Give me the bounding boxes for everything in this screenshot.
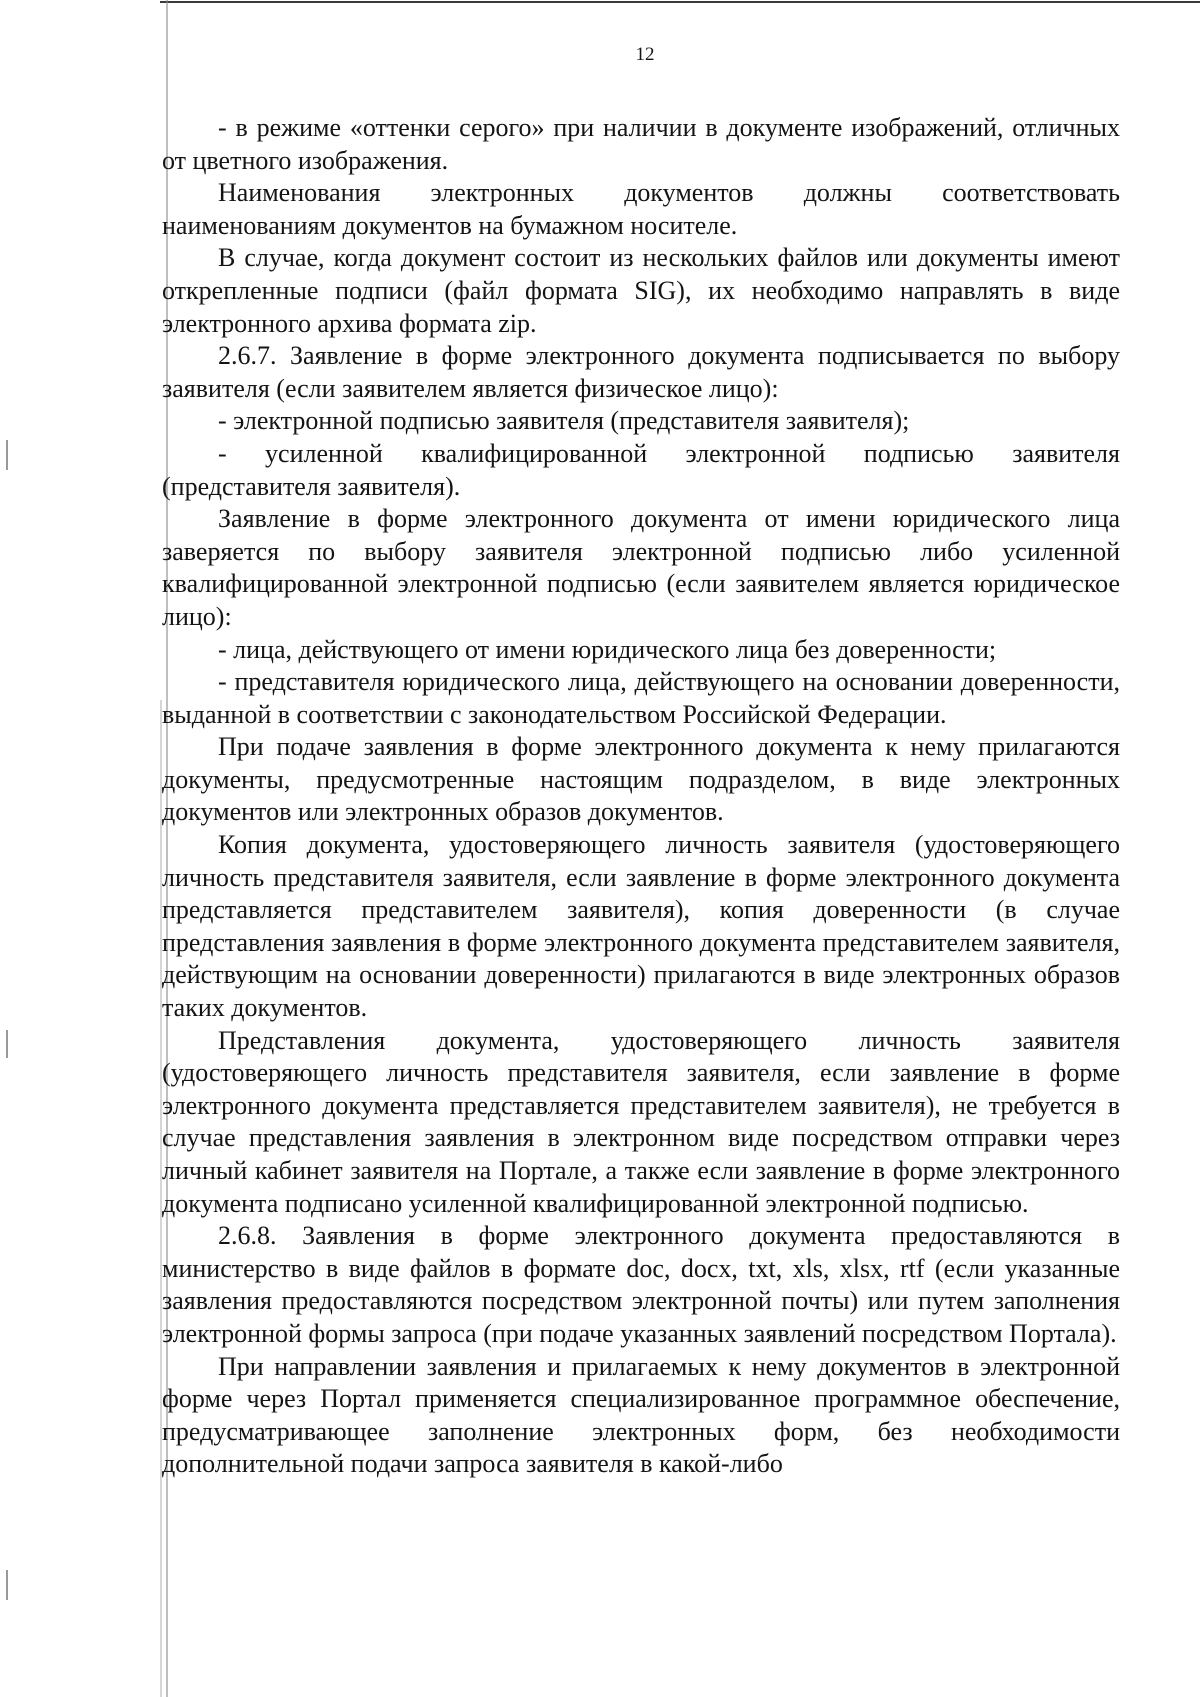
paragraph: Наименования электронных документов должны соответствовать наименованиям документов на бумажном носителе. [162, 178, 1120, 240]
paragraph: - электронной подписью заявителя (представителя заявителя); [218, 406, 910, 436]
paragraph: Копия документа, удостоверяющего личность заявителя (удостоверяющего личность представителя заявителя, если заявление в форме электронного документа представляется представителем заявителя), копия доверенности (в случае представления заявления в форме электронного документа представителем заявителя, действующим на основании доверенности) прилагаются в виде электронных образов таких документов. [162, 830, 1120, 1023]
paragraph: Заявление в форме электронного документа от имени юридического лица заверяется по выбору заявителя электронной подписью либо усиленной квалифицированной электронной подписью (если заявителем является юридическое лицо): [162, 504, 1120, 631]
document-body [162, 112, 1120, 1481]
paragraph: - в режиме «оттенки серого» при наличии в документе изображений, отличных от цветного изображения. [162, 113, 1120, 175]
scan-artifact [6, 1570, 8, 1600]
paragraph: - лица, действующего от имени юридического лица без доверенности; [218, 634, 997, 664]
scan-top-edge [160, 1, 1200, 3]
scan-artifact [6, 440, 8, 470]
paragraph: 2.6.8. Заявления в форме электронного документа предоставляются в министерство в виде файлов в формате doc, docx, txt, xls, xlsx, rtf (если указанные заявления предоставляются посредством электронной почты) или путем заполнения электронной формы запроса (при подаче указанных заявлений посредством Портала). [162, 1221, 1120, 1348]
paragraph: При подаче заявления в форме электронного документа к нему прилагаются документы, предусмотренные настоящим подразделом, в виде электронных документов или электронных образов документов. [162, 732, 1120, 827]
paragraph: В случае, когда документ состоит из нескольких файлов или документы имеют открепленные подписи (файл формата SIG), их необходимо направлять в виде электронного архива формата zip. [162, 243, 1120, 338]
paragraph: - усиленной квалифицированной электронной подписью заявителя (представителя заявителя). [162, 438, 1120, 501]
paragraph: При направлении заявления и прилагаемых к нему документов в электронной форме через Портал применяется специализированное программное обеспечение, предусматривающее заполнение электронных форм, без необходимости дополнительной подачи запроса заявителя в какой-либо [162, 1351, 1120, 1479]
paragraph: Представления документа, удостоверяющего личность заявителя (удостоверяющего личность представителя заявителя, если заявление в форме электронного документа представляется представителем заявителя), не требуется в случае представления заявления в электронном виде посредством отправки через личный кабинет заявителя на Портале, а также если заявление в форме электронного документа подписано усиленной квалифицированной электронной подписью. [162, 1025, 1120, 1218]
page-number: 12 [635, 44, 655, 65]
paragraph: 2.6.7. Заявление в форме электронного документа подписывается по выбору заявителя (если заявителем является физическое лицо): [162, 341, 1120, 403]
scan-artifact [6, 1030, 8, 1058]
paragraph: - представителя юридического лица, действующего на основании доверенности, выданной в соответствии с законодательством Российской Федерации. [162, 667, 1120, 729]
